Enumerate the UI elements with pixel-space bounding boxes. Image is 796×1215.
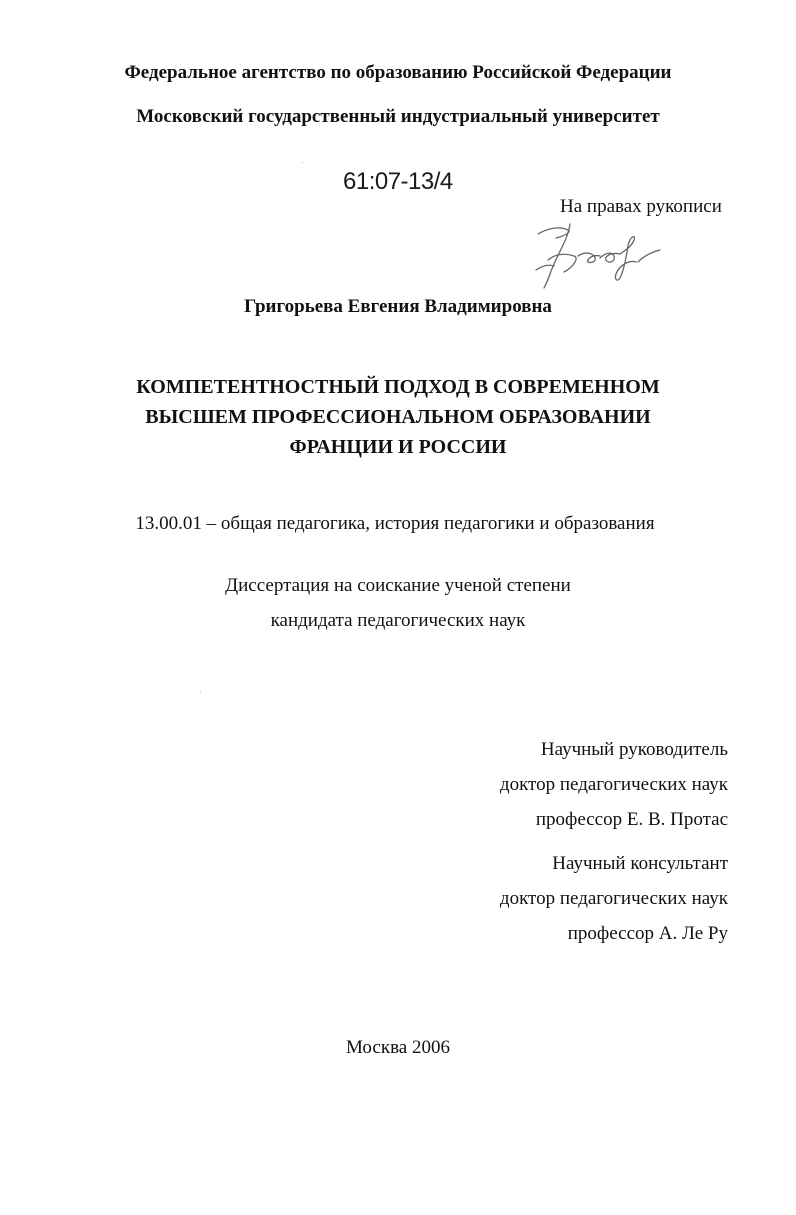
supervisor-role: Научный руководитель [540,739,728,760]
scan-speck [200,692,201,693]
consultant-role: Научный консультант [552,853,728,874]
rights-note: На правах рукописи [560,196,722,217]
title-line: ФРАНЦИИ И РОССИИ [289,436,507,458]
degree-line-2: кандидата педагогических наук [270,610,526,631]
author-name: Григорьева Евгения Владимировна [244,296,552,317]
signature-image [528,216,688,296]
title-line: КОМПЕТЕНТНОСТНЫЙ ПОДХОД В СОВРЕМЕННОМ [136,376,660,398]
specialty-code: 13.00.01 – общая педагогика, история педагогики и образования [135,513,655,534]
dissertation-title [0,372,796,462]
title-line: ВЫСШЕМ ПРОФЕССИОНАЛЬНОМ ОБРАЗОВАНИИ [145,406,651,428]
university-heading: Московский государственный индустриальный университет [136,106,660,127]
scan-speck [302,162,303,163]
consultant-name: профессор А. Ле Ру [567,923,728,944]
consultant-block [500,846,728,951]
supervisor-name: профессор Е. В. Протас [535,809,728,830]
archive-code: 61:07-13/4 [343,168,453,195]
agency-heading: Федеральное агентство по образованию Российской Федерации [124,62,672,83]
consultant-degree: доктор педагогических наук [499,888,728,909]
supervisor-degree: доктор педагогических наук [499,774,728,795]
supervisor-block [500,732,728,837]
degree-line-1: Диссертация на соискание ученой степени [225,575,571,596]
city-year: Москва 2006 [346,1037,450,1058]
